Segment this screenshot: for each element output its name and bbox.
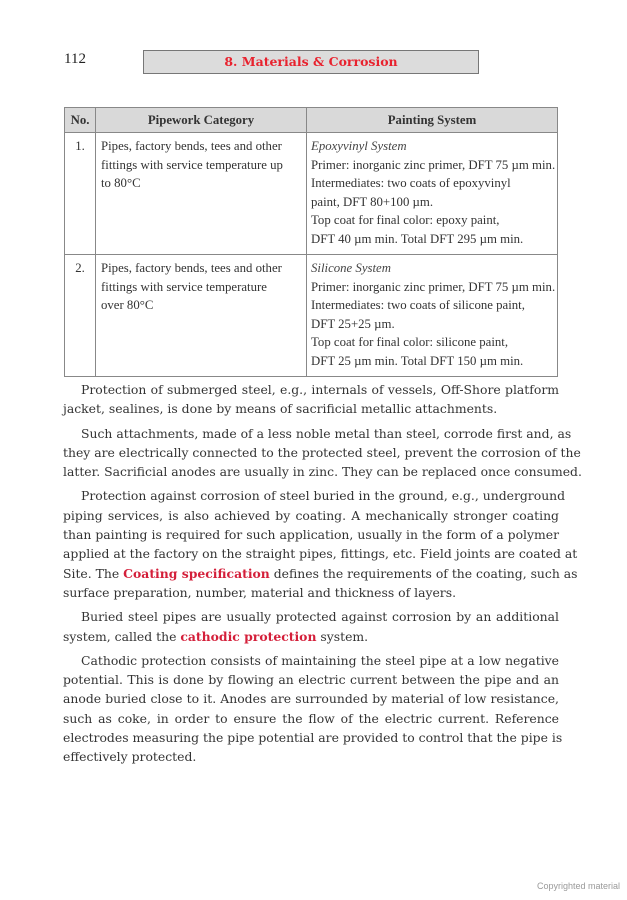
painting-line: DFT 25+25 µm.	[311, 316, 395, 331]
text-line: jacket, sealines, is done by means of sacrificial metallic attachments.	[63, 401, 498, 417]
copyright-watermark: Copyrighted material	[536, 881, 620, 891]
painting-line: paint, DFT 80+100 µm.	[311, 194, 434, 209]
coating-specification-term: Coating specification	[123, 565, 270, 581]
painting-line: Top coat for final color: silicone paint,	[311, 335, 509, 349]
table-row	[65, 133, 558, 255]
text-line: than painting is required for such application, usually in the form of a polymer	[63, 527, 559, 543]
text-line: latter. Sacrificial anodes are usually in zinc. They can be replaced once consumed.	[63, 464, 582, 480]
text-line: anode buried close to it. Anodes are surrounded by material of low resistance,	[63, 691, 559, 707]
text-line: Protection of submerged steel, e.g., internals of vessels, Off-Shore platform	[81, 382, 559, 397]
text-line: they are electrically connected to the protected steel, prevent the corrosion of the	[63, 444, 581, 460]
category-line: fittings with service temperature	[101, 279, 267, 294]
text-line: piping services, is also achieved by coating. A mechanically stronger coating	[63, 507, 559, 523]
header-pipework-category: Pipework Category	[96, 108, 307, 133]
painting-line: Intermediates: two coats of epoxyvinyl	[311, 176, 511, 190]
text-fragment: system, called the	[63, 628, 181, 644]
painting-system-cell	[307, 133, 558, 255]
category-line: Pipes, factory bends, tees and other	[101, 139, 282, 153]
system-title: Silicone System	[311, 261, 391, 275]
text-line: Such attachments, made of a less noble metal than steel, corrode first and, as	[81, 425, 572, 441]
header-no: No.	[65, 108, 96, 133]
text-line: applied at the factory on the straight pipes, fittings, etc. Field joints are coated at	[63, 546, 578, 562]
text-line: effectively protected.	[63, 749, 197, 765]
painting-line: Primer: inorganic zinc primer, DFT 75 µm min.	[311, 157, 556, 172]
cathodic-protection-term: cathodic protection	[180, 628, 317, 644]
paragraph-sacrificial-protection	[63, 380, 559, 419]
chapter-title: 8. Materials & Corrosion	[143, 50, 479, 74]
category-line: Pipes, factory bends, tees and other	[101, 261, 282, 275]
text-line	[63, 564, 578, 583]
text-fragment: defines the requirements of the coating, such as	[269, 565, 578, 581]
header-painting-system: Painting System	[307, 108, 558, 133]
painting-system-table	[64, 107, 558, 377]
painting-line: Primer: inorganic zinc primer, DFT 75 µm min.	[311, 279, 556, 294]
system-title: Epoxyvinyl System	[311, 139, 407, 153]
painting-line: Top coat for final color: epoxy paint,	[311, 213, 500, 227]
painting-system-cell	[307, 255, 558, 377]
table-row	[65, 255, 558, 377]
paragraph-cathodic-detail	[63, 651, 563, 767]
category-line: to 80°C	[101, 176, 141, 190]
pipework-category-cell	[96, 255, 307, 377]
row-number: 2.	[65, 255, 96, 377]
pipework-category-cell	[96, 133, 307, 255]
text-line	[63, 627, 559, 646]
text-line: such as coke, in order to ensure the flow of the electric current. Reference	[63, 710, 559, 726]
text-line: Buried steel pipes are usually protected against corrosion by an additional	[81, 609, 559, 625]
painting-line: DFT 40 µm min. Total DFT 295 µm min.	[311, 231, 524, 246]
text-line: surface preparation, number, material and thickness of layers.	[63, 584, 457, 600]
text-line: Cathodic protection consists of maintaining the steel pipe at a low negative	[81, 652, 559, 668]
category-line: fittings with service temperature up	[101, 157, 283, 172]
body-text	[63, 380, 582, 772]
paragraph-buried-coating	[63, 486, 578, 602]
paragraph-sacrificial-anodes	[63, 424, 582, 482]
painting-line: DFT 25 µm min. Total DFT 150 µm min.	[311, 353, 524, 368]
category-line: over 80°C	[101, 298, 154, 312]
page-number: 112	[64, 51, 86, 67]
text-fragment: Site. The	[63, 565, 124, 581]
text-line: potential. This is done by flowing an electric current between the pipe and an	[63, 672, 559, 688]
table-header-row	[65, 108, 558, 133]
text-fragment: system.	[316, 628, 369, 644]
text-line: Protection against corrosion of steel buried in the ground, e.g., underground	[81, 488, 566, 504]
row-number: 1.	[65, 133, 96, 255]
paragraph-cathodic-intro	[63, 607, 559, 646]
painting-line: Intermediates: two coats of silicone paint,	[311, 298, 525, 312]
text-line: electrodes measuring the pipe potential are provided to control that the pipe is	[63, 730, 563, 746]
